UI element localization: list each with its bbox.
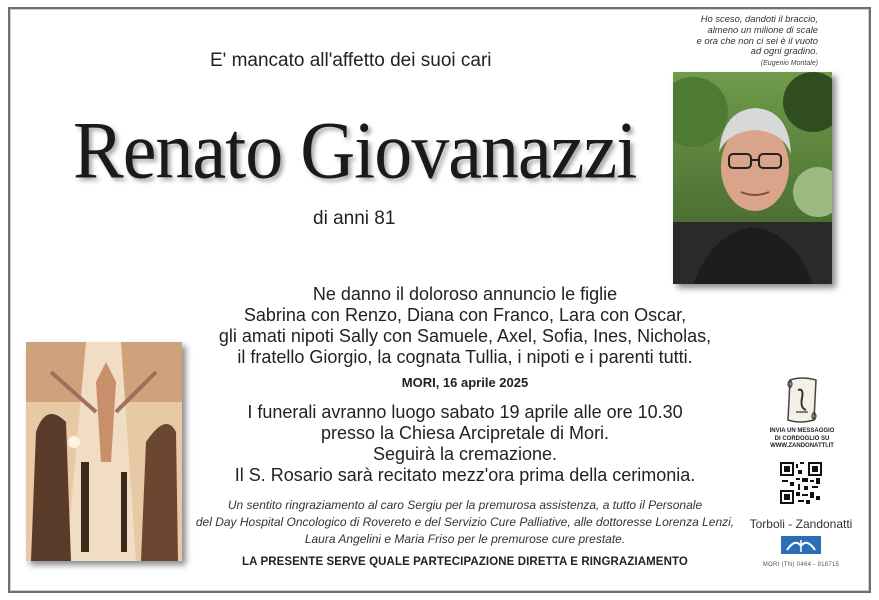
announcement-line: gli amati nipoti Sally con Samuele, Axel, Sofia, Ines, Nicholas, [218, 326, 712, 346]
quote-author: (Eugenio Montale) [760, 60, 818, 68]
condolence-message [757, 428, 847, 451]
announcement-text [190, 284, 740, 368]
quote-line: ad ogni gradino. [750, 45, 818, 57]
announcement-line: Ne danno il doloroso annuncio le figlie [312, 284, 618, 304]
funeral-line: Seguirà la cremazione. [372, 444, 558, 464]
condolence-line: WWW.ZANDONATTI.IT [770, 443, 834, 449]
qr-code-icon[interactable] [780, 462, 822, 504]
poem-quote [672, 14, 818, 70]
condolence-box[interactable] [757, 376, 847, 451]
thanks-line: Laura Angelini e Maria Friso per le premurose cure prestate. [304, 532, 626, 546]
quote-line: e ora che non ci sei è il vuoto [696, 34, 818, 46]
intro-text: E' mancato all'affetto dei suoi cari [210, 50, 492, 71]
thanks-text [190, 497, 740, 548]
thanks-line: del Day Hospital Oncologico di Rovereto e del Servizio Cure Palliative, alle dottoresse Lorenza Lenzi, [195, 515, 735, 529]
funeral-line: presso la Chiesa Arcipretale di Mori. [320, 423, 610, 443]
funeral-home-logo-icon [781, 536, 821, 554]
funeral-home-name[interactable]: Torboli - Zandonatti [749, 517, 853, 531]
deceased-age: di anni 81 [313, 208, 396, 229]
quote-line: almeno un milione di scale [707, 23, 818, 35]
deceased-name: Renato Giovanazzi [73, 105, 637, 196]
portrait-photo [673, 72, 832, 284]
funeral-line: Il S. Rosario sarà recitato mezz'ora prima della cerimonia. [234, 465, 696, 485]
quote-line: Ho sceso, dandoti il braccio, [700, 13, 818, 24]
closing-statement: LA PRESENTE SERVE QUALE PARTECIPAZIONE DIRETTA E RINGRAZIAMENTO [242, 556, 688, 568]
announcement-line: il fratello Giorgio, la cognata Tullia, i nipoti e i parenti tutti. [237, 347, 693, 367]
funeral-home-contact: MORI (TN) 0464 - 918715 [762, 562, 840, 568]
announcement-line: Sabrina con Renzo, Diana con Franco, Lara con Oscar, [243, 305, 687, 325]
religious-painting [26, 342, 182, 561]
place-date: MORI, 16 aprile 2025 [401, 375, 529, 390]
scroll-icon [782, 376, 822, 424]
condolence-line: DI CORDOGLIO SU [774, 435, 830, 442]
condolence-line: INVIA UN MESSAGGIO [769, 428, 835, 434]
funeral-details [190, 402, 740, 486]
funeral-line: I funerali avranno luogo sabato 19 aprile alle ore 10.30 [247, 402, 683, 422]
thanks-line: Un sentito ringraziamento al caro Sergiu per la premurosa assistenza, a tutto il Personale [227, 498, 703, 512]
